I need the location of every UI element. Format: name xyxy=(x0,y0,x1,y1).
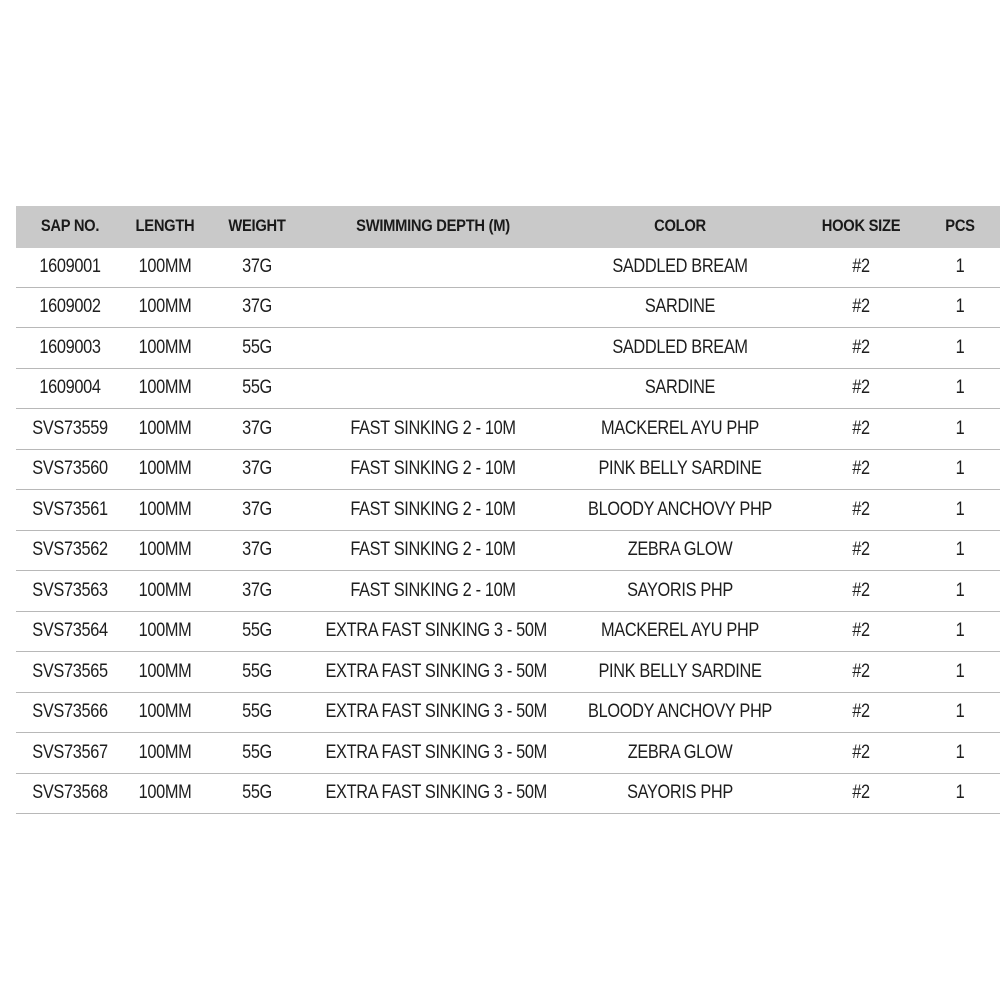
weight-cell: 55G xyxy=(242,377,272,399)
swimming-depth-cell: FAST SINKING 2 - 10M xyxy=(350,539,516,561)
table-row xyxy=(16,288,1000,329)
table-row xyxy=(16,612,1000,653)
length-cell: 100MM xyxy=(138,660,192,682)
hook-size-cell: #2 xyxy=(852,701,870,723)
color-cell: SADDLED BREAM xyxy=(612,336,748,358)
table-row xyxy=(16,328,1000,369)
hook-size-cell: #2 xyxy=(852,498,870,520)
pcs-cell: 1 xyxy=(955,660,965,682)
hook-size-cell: #2 xyxy=(852,741,870,763)
hook-size-cell: #2 xyxy=(852,782,870,804)
length-cell: 100MM xyxy=(138,741,192,763)
color-cell: MACKEREL AYU PHP xyxy=(601,620,759,642)
swimming-depth-cell: FAST SINKING 2 - 10M xyxy=(350,498,516,520)
color-cell: PINK BELLY SARDINE xyxy=(598,660,762,682)
hook-size-cell: #2 xyxy=(852,417,870,439)
hook-size-cell: #2 xyxy=(852,336,870,358)
table-row xyxy=(16,490,1000,531)
swimming-depth-cell: EXTRA FAST SINKING 3 - 50M xyxy=(325,741,547,763)
sap-no-cell: SVS73564 xyxy=(32,620,108,642)
color-cell: PINK BELLY SARDINE xyxy=(598,458,762,480)
table-row xyxy=(16,409,1000,450)
table-row xyxy=(16,531,1000,572)
sap-no-cell: SVS73566 xyxy=(32,701,108,723)
color-cell: BLOODY ANCHOVY PHP xyxy=(588,701,772,723)
length-cell: 100MM xyxy=(138,620,192,642)
weight-cell: 55G xyxy=(242,620,272,642)
length-cell: 100MM xyxy=(138,377,192,399)
hook-size-cell: #2 xyxy=(852,579,870,601)
pcs-cell: 1 xyxy=(955,579,965,601)
pcs-cell: 1 xyxy=(955,498,965,520)
pcs-cell: 1 xyxy=(955,296,965,318)
weight-cell: 55G xyxy=(242,701,272,723)
sap-no-cell: SVS73563 xyxy=(32,579,108,601)
table-row xyxy=(16,369,1000,410)
length-cell: 100MM xyxy=(138,539,192,561)
hook-size-cell: #2 xyxy=(852,620,870,642)
swimming-depth-cell: FAST SINKING 2 - 10M xyxy=(350,458,516,480)
hook-size-cell: #2 xyxy=(852,458,870,480)
pcs-cell: 1 xyxy=(955,417,965,439)
header-color: COLOR xyxy=(654,217,706,236)
swimming-depth-cell: FAST SINKING 2 - 10M xyxy=(350,579,516,601)
sap-no-cell: 1609003 xyxy=(39,336,101,358)
sap-no-cell: SVS73560 xyxy=(32,458,108,480)
table-row xyxy=(16,450,1000,491)
sap-no-cell: SVS73562 xyxy=(32,539,108,561)
length-cell: 100MM xyxy=(138,417,192,439)
header-length: LENGTH xyxy=(135,217,195,236)
hook-size-cell: #2 xyxy=(852,296,870,318)
color-cell: ZEBRA GLOW xyxy=(627,741,733,763)
color-cell: SADDLED BREAM xyxy=(612,255,748,277)
sap-no-cell: 1609004 xyxy=(39,377,101,399)
weight-cell: 37G xyxy=(242,296,272,318)
length-cell: 100MM xyxy=(138,579,192,601)
color-cell: SARDINE xyxy=(644,296,716,318)
length-cell: 100MM xyxy=(138,701,192,723)
weight-cell: 37G xyxy=(242,255,272,277)
sap-no-cell: SVS73567 xyxy=(32,741,108,763)
hook-size-cell: #2 xyxy=(852,660,870,682)
pcs-cell: 1 xyxy=(955,377,965,399)
swimming-depth-cell: EXTRA FAST SINKING 3 - 50M xyxy=(325,782,547,804)
sap-no-cell: SVS73565 xyxy=(32,660,108,682)
weight-cell: 55G xyxy=(242,660,272,682)
length-cell: 100MM xyxy=(138,336,192,358)
length-cell: 100MM xyxy=(138,255,192,277)
table-row xyxy=(16,571,1000,612)
pcs-cell: 1 xyxy=(955,255,965,277)
header-weight: WEIGHT xyxy=(228,217,286,236)
swimming-depth-cell: EXTRA FAST SINKING 3 - 50M xyxy=(325,701,547,723)
swimming-depth-cell: FAST SINKING 2 - 10M xyxy=(350,417,516,439)
hook-size-cell: #2 xyxy=(852,255,870,277)
sap-no-cell: SVS73568 xyxy=(32,782,108,804)
color-cell: SAYORIS PHP xyxy=(627,782,733,804)
pcs-cell: 1 xyxy=(955,458,965,480)
weight-cell: 37G xyxy=(242,579,272,601)
sap-no-cell: 1609002 xyxy=(39,296,101,318)
pcs-cell: 1 xyxy=(955,620,965,642)
weight-cell: 37G xyxy=(242,498,272,520)
length-cell: 100MM xyxy=(138,498,192,520)
table-row xyxy=(16,693,1000,734)
pcs-cell: 1 xyxy=(955,336,965,358)
weight-cell: 37G xyxy=(242,417,272,439)
table-body xyxy=(16,247,1000,814)
table-row xyxy=(16,652,1000,693)
weight-cell: 37G xyxy=(242,458,272,480)
table-row xyxy=(16,774,1000,815)
length-cell: 100MM xyxy=(138,782,192,804)
table-row xyxy=(16,733,1000,774)
hook-size-cell: #2 xyxy=(852,539,870,561)
weight-cell: 55G xyxy=(242,336,272,358)
pcs-cell: 1 xyxy=(955,539,965,561)
pcs-cell: 1 xyxy=(955,782,965,804)
color-cell: ZEBRA GLOW xyxy=(627,539,733,561)
header-swimming-depth: SWIMMING DEPTH (M) xyxy=(356,217,510,236)
length-cell: 100MM xyxy=(138,458,192,480)
header-hook-size: HOOK SIZE xyxy=(821,217,901,236)
length-cell: 100MM xyxy=(138,296,192,318)
pcs-cell: 1 xyxy=(955,701,965,723)
color-cell: BLOODY ANCHOVY PHP xyxy=(588,498,772,520)
color-cell: MACKEREL AYU PHP xyxy=(601,417,759,439)
swimming-depth-cell: EXTRA FAST SINKING 3 - 50M xyxy=(325,620,547,642)
weight-cell: 55G xyxy=(242,741,272,763)
sap-no-cell: SVS73559 xyxy=(32,417,108,439)
pcs-cell: 1 xyxy=(955,741,965,763)
weight-cell: 55G xyxy=(242,782,272,804)
spec-table xyxy=(16,207,1000,814)
sap-no-cell: 1609001 xyxy=(39,255,101,277)
table-header-row xyxy=(16,206,1000,248)
color-cell: SAYORIS PHP xyxy=(627,579,733,601)
color-cell: SARDINE xyxy=(644,377,716,399)
swimming-depth-cell: EXTRA FAST SINKING 3 - 50M xyxy=(325,660,547,682)
header-sap-no: SAP NO. xyxy=(40,217,100,236)
hook-size-cell: #2 xyxy=(852,377,870,399)
table-row xyxy=(16,247,1000,288)
sap-no-cell: SVS73561 xyxy=(32,498,108,520)
header-pcs: PCS xyxy=(945,217,975,236)
weight-cell: 37G xyxy=(242,539,272,561)
